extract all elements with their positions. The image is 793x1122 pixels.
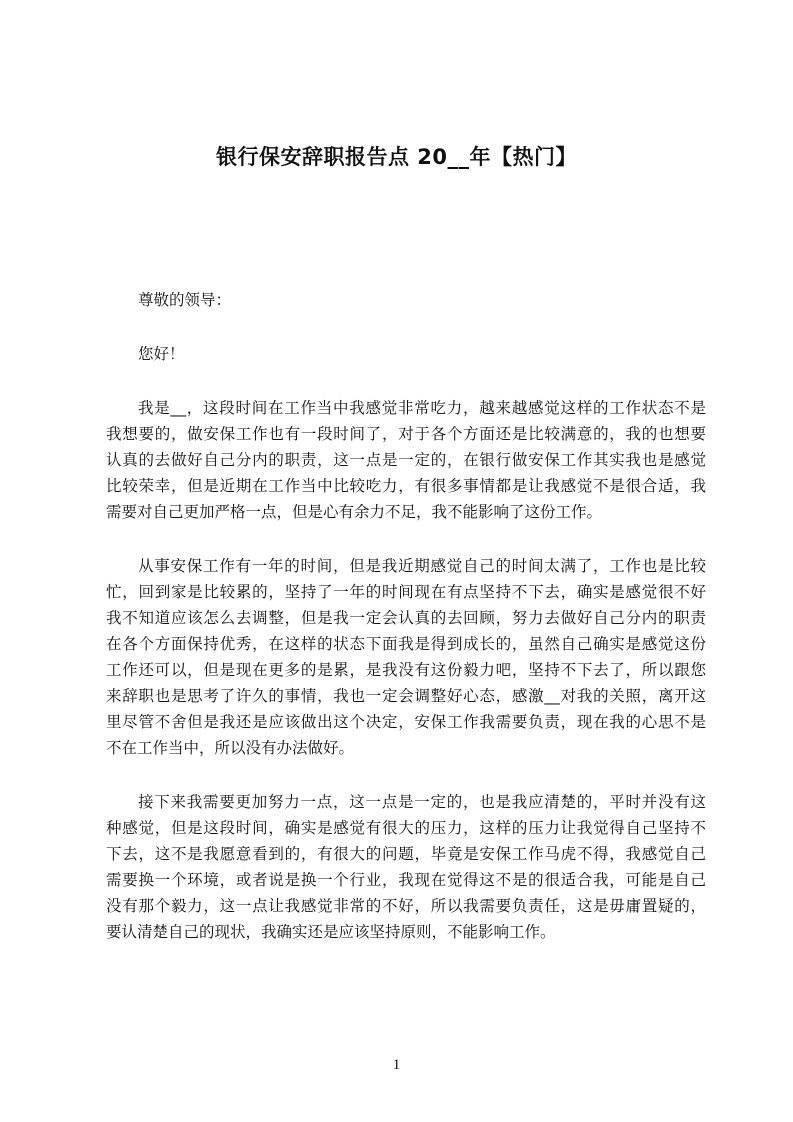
paragraph-line: 要认清楚自己的现状，我确实还是应该坚持原则，不能影响工作。 [106, 923, 556, 941]
paragraph-line: 比较荣幸，但是近期在工作当中比较吃力，有很多事情都是让我感觉不是很合适，我 [106, 477, 706, 495]
paragraph-line: 里尽管不舍但是我还是应该做出这个决定，安保工作我需要负责，现在我的心思不是 [106, 713, 706, 731]
paragraph-line: 忙，回到家是比较累的，坚持了一年的时间现在有点坚持不下去，确实是感觉很不好 [106, 583, 706, 601]
paragraph-line: 认真的去做好自己分内的职责，这一点是一定的，在银行做安保工作其实我也是感觉 [106, 451, 706, 469]
paragraph-line: 我是__，这段时间在工作当中我感觉非常吃力，越来越感觉这样的工作状态不是 [138, 399, 706, 417]
paragraph-line: 工作还可以，但是现在更多的是累，是我没有这份毅力吧，坚持不下去了，所以跟您 [106, 661, 706, 679]
paragraph-line: 种感觉，但是这段时间，确实是感觉有很大的压力，这样的压力让我觉得自己坚持不 [106, 819, 706, 837]
paragraph-line: 来辞职也是思考了许久的事情，我也一定会调整好心态，感激__对我的关照，离开这 [106, 687, 706, 705]
document-title: 银行保安辞职报告点 20__年【热门】 [215, 145, 578, 169]
hello-line: 您好！ [138, 345, 185, 363]
paragraph-line: 我想要的，做安保工作也有一段时间了，对于各个方面还是比较满意的，我的也想要 [106, 425, 706, 443]
paragraph-line: 在各个方面保持优秀，在这样的状态下面我是得到成长的，虽然自己确实是感觉这份 [106, 635, 706, 653]
page-number: 1 [392, 1057, 401, 1073]
paragraph-line: 我不知道应该怎么去调整，但是我一定会认真的去回顾，努力去做好自己分内的职责 [106, 609, 706, 627]
paragraph-line: 没有那个毅力，这一点让我感觉非常的不好，所以我需要负责任，这是毋庸置疑的， [106, 897, 706, 915]
paragraph-line: 接下来我需要更加努力一点，这一点是一定的，也是我应清楚的，平时并没有这 [138, 793, 706, 811]
greeting: 尊敬的领导： [138, 291, 232, 309]
paragraph-line: 不在工作当中，所以没有办法做好。 [106, 739, 355, 757]
paragraph-line: 需要换一个环境，或者说是换一个行业，我现在觉得这不是的很适合我，可能是自己 [106, 871, 706, 889]
paragraph-line: 需要对自己更加严格一点，但是心有余力不足，我不能影响了这份工作。 [106, 503, 603, 521]
paragraph-line: 下去，这不是我愿意看到的，有很大的问题，毕竟是安保工作马虎不得，我感觉自己 [106, 845, 706, 863]
paragraph-line: 从事安保工作有一年的时间，但是我近期感觉自己的时间太满了，工作也是比较 [138, 557, 706, 575]
